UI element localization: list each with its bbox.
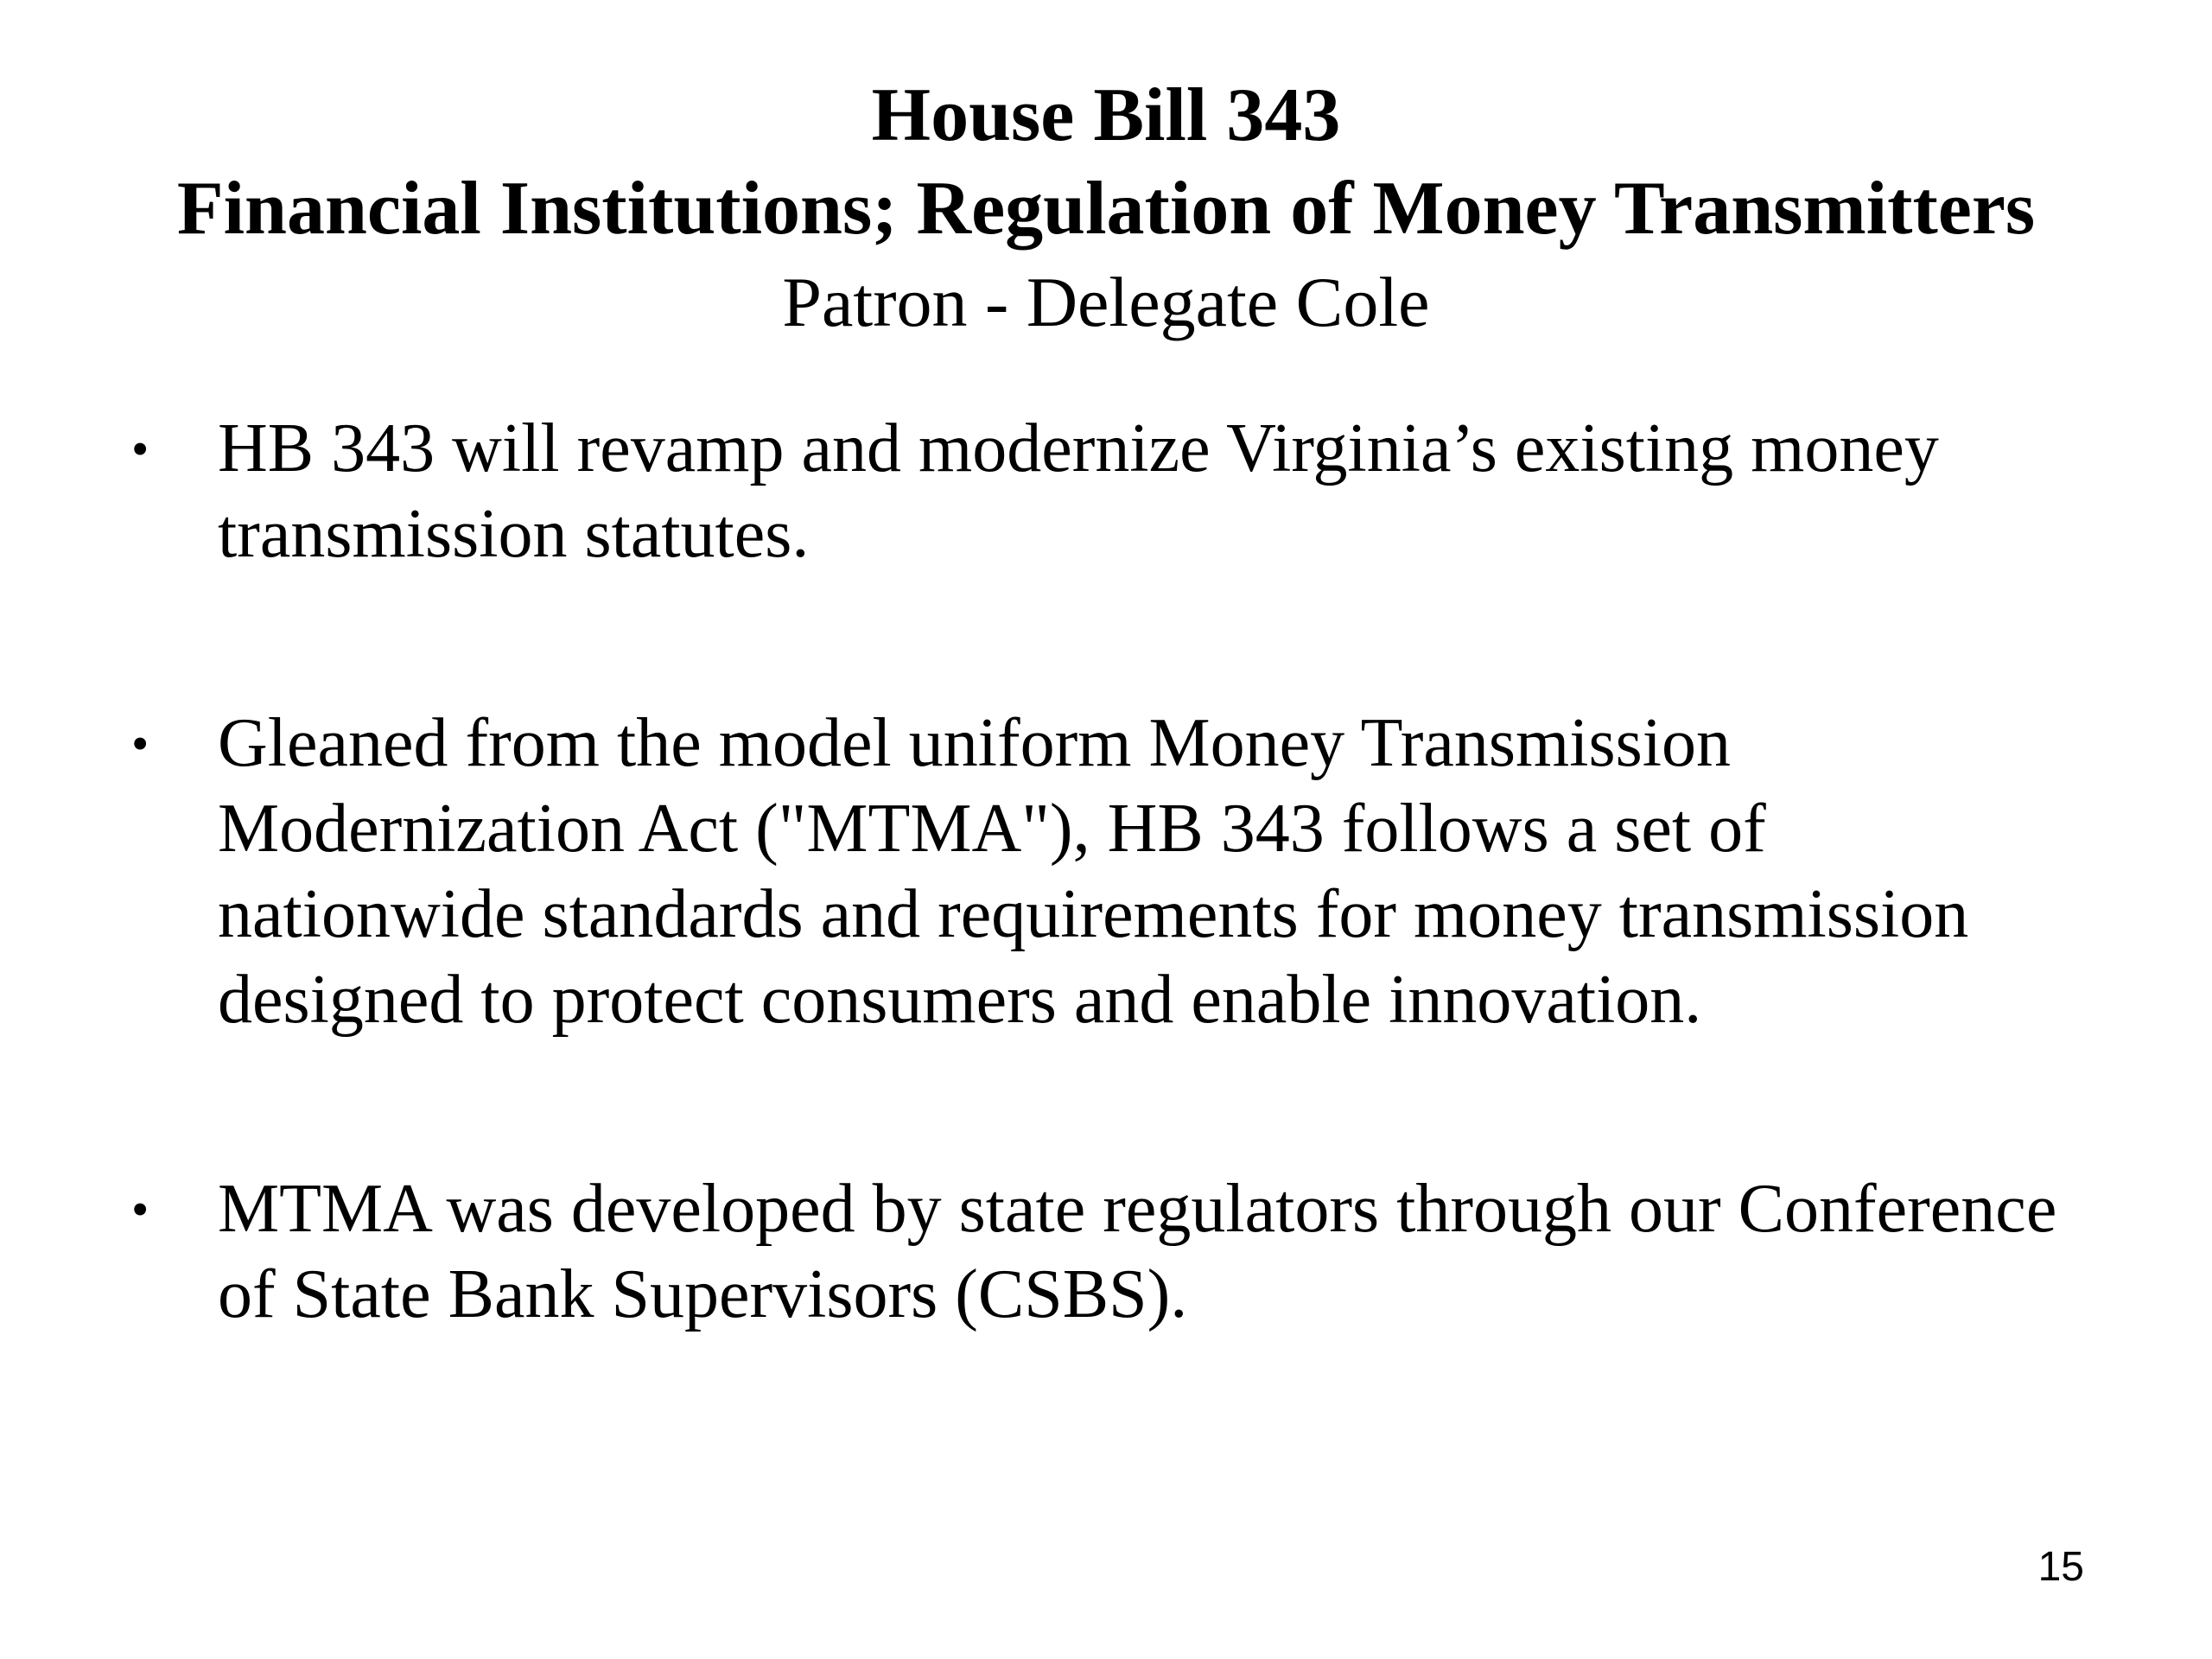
slide-header xyxy=(0,69,2212,349)
bullet-list xyxy=(130,406,2074,1338)
patron-line: Patron - Delegate Cole xyxy=(782,263,1430,341)
bullet-dot-icon: • xyxy=(131,715,149,772)
bullet-item xyxy=(130,406,2074,577)
bullet-item xyxy=(130,701,2074,1043)
bullet-dot-icon: • xyxy=(131,1181,149,1237)
bullet-dot-icon: • xyxy=(131,421,149,477)
bullet-item xyxy=(130,1166,2074,1338)
bullet-text: MTMA was developed by state regulators through our Conference of State Bank Supervisors (CSBS). xyxy=(218,1171,2057,1332)
slide-title: House Bill 343 xyxy=(871,73,1341,157)
page-number: 15 xyxy=(2037,1544,2084,1590)
bullet-text: HB 343 will revamp and modernize Virginia’s existing money transmission statutes. xyxy=(218,410,1939,572)
slide-subtitle: Financial Institutions; Regulation of Money Transmitters xyxy=(176,167,2036,251)
bullet-text: Gleaned from the model uniform Money Transmission Modernization Act ("MTMA"), HB 343 follows a set of nationwide standards and requirements for money transmission designed to protect consumers and enable innovation. xyxy=(218,705,1969,1038)
